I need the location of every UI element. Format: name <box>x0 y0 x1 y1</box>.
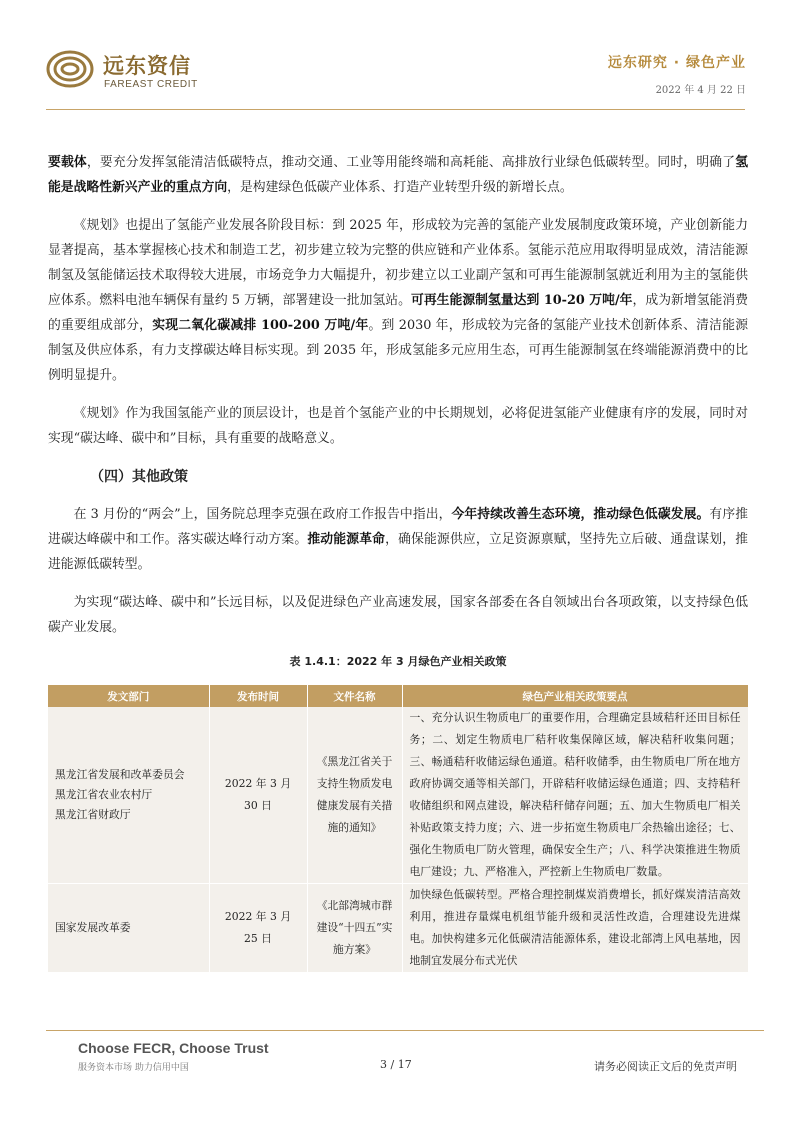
header-divider <box>46 109 745 110</box>
policy-table <box>48 685 748 973</box>
text-span: 。到 2030 年，形成较为完备的氢能产业技术创新体系、清洁能源制氢及供应体系，有力支撑碳达峰目标实现。到 2035 年，形成氢能多元应用生态，可再生能源制氢在终端能源消费中的比例明显提升。 <box>48 318 749 383</box>
section-heading-other-policies: （四）其他政策 <box>90 469 188 485</box>
page-header <box>0 0 793 110</box>
dept-name: 黑龙江省财政厅 <box>55 808 131 821</box>
cell-date: 2022 年 3 月 30 日 <box>209 707 307 884</box>
bold-text: 推动能源革命 <box>307 532 386 547</box>
dept-name: 黑龙江省农业农村厅 <box>55 788 153 801</box>
policy-table-wrapper <box>48 685 748 992</box>
cell-dept <box>48 884 209 973</box>
dept-name: 黑龙江省发展和改革委员会 <box>55 768 185 781</box>
paragraph-plan-significance: 《规划》作为我国氢能产业的顶层设计，也是首个氢能产业的中长期规划，必将促进氢能产业健康有序的发展，同时对实现“碳达峰、碳中和”目标，具有重要的战略意义。 <box>48 406 748 446</box>
bold-text: 今年持续改善生态环境，推动绿色低碳发展。 <box>451 507 710 522</box>
table-header-row <box>48 685 748 707</box>
column-header-file: 文件名称 <box>307 685 402 707</box>
text-span: 有序推进碳达峰碳中和工作。落实碳达峰行动方案。 <box>48 507 749 547</box>
text-span: ，要充分发挥氢能清洁低碳特点，推动交通、工业等用能终端和高耗能、高排放行业绿色低碳转型。同时，明确了 <box>86 155 736 170</box>
paragraph-hydrogen-carrier <box>48 150 748 200</box>
text-span: ，成为新增氢能消费的重要组成部分， <box>48 293 749 333</box>
table-row <box>48 707 748 884</box>
paragraph-two-sessions <box>48 502 748 577</box>
table-caption: 表 1.4.1：2022 年 3 月绿色产业相关政策 <box>289 655 507 668</box>
bold-text: 实现二氧化碳减排 100-200 万吨/年 <box>152 318 369 333</box>
column-header-points: 绿色产业相关政策要点 <box>402 685 748 707</box>
page-number: 3 / 17 <box>380 1058 412 1071</box>
text-span: ，是构建绿色低碳产业体系、打造产业转型升级的新增长点。 <box>227 180 573 195</box>
footer-slogan: Choose FECR, Choose Trust <box>78 1040 269 1056</box>
company-name-en: FAREAST CREDIT <box>104 79 198 90</box>
report-title: 远东研究 · 绿色产业 <box>607 55 746 71</box>
company-name-cn: 远东资信 <box>103 54 191 78</box>
cell-points: 加快绿色低碳转型。严格合理控制煤炭消费增长，抓好煤炭清洁高效利用，推进存量煤电机组节能升级和灵活性改造，合理建设先进煤电。加快构建多元化低碳清洁能源体系，建设北部湾上风电基地，因地制宜发展分布式光伏 <box>402 884 748 973</box>
bold-text: 可再生能源制氢量达到 10-20 万吨/年 <box>410 293 633 308</box>
cell-points: 一、充分认识生物质电厂的重要作用，合理确定县域秸秆还田目标任务；二、划定生物质电厂秸秆收集保障区域，解决秸秆收集问题；三、畅通秸秆收储运绿色通道。秸秆收储季，由生物质电厂所在地方政府协调交通等相关部门，开辟秸秆收储运绿色通道；四、支持秸秆收储组织和网点建设，解决秸秆储存问题；五、加大生物质电厂相关补贴政策支持力度；六、进一步拓宽生物质电厂余热输出途径；七、强化生物质电厂防火管理，确保安全生产；八、科学决策推进生物质电厂建设；九、严格准入，严控新上生物质电厂数量。 <box>402 707 748 884</box>
cell-file: 《黑龙江省关于支持生物质发电健康发展有关措施的通知》 <box>307 707 402 884</box>
paragraph-plan-targets <box>48 213 748 388</box>
bold-text: 氢能是战略性新兴产业的重点方向 <box>48 155 749 195</box>
text-span: ，确保能源供应，立足资源禀赋，坚持先立后破、通盘谋划，推进能源低碳转型。 <box>48 532 749 572</box>
dept-name: 国家发展改革委 <box>55 921 131 934</box>
footer-slogan-sub: 服务资本市场 助力信用中国 <box>78 1063 189 1073</box>
text-span: 《规划》也提出了氢能产业发展各阶段目标：到 2025 年，形成较为完善的氢能产业发展制度政策环境，产业创新能力显著提高，基本掌握核心技术和制造工艺，初步建立较为完整的供应链和产业体系。氢能示范应用取得明显成效，清洁能源制氢及氢能储运技术取得较大进展，市场竞争力大幅提升，初步建立以工业副产氢和可再生能源制氢就近利用为主的氢能供应体系。燃料电池车辆保有量约 5 万辆，部署建设一批加氢站。 <box>48 218 748 308</box>
column-header-date: 发布时间 <box>209 685 307 707</box>
text-span: 在 3 月份的“两会”上，国务院总理李克强在政府工作报告中指出， <box>73 507 452 522</box>
report-date: 2022 年 4 月 22 日 <box>655 85 746 96</box>
paragraph-ministry-policies: 为实现“碳达峰、碳中和”长远目标，以及促进绿色产业高速发展，国家各部委在各自领域出台各项政策，以支持绿色低碳产业发展。 <box>48 595 748 635</box>
column-header-dept: 发文部门 <box>48 685 209 707</box>
footer-divider <box>46 1030 764 1031</box>
cell-date: 2022 年 3 月 25 日 <box>209 884 307 973</box>
main-content <box>48 150 748 992</box>
fareast-logo-icon <box>46 49 94 89</box>
footer-disclaimer: 请务必阅读正文后的免责声明 <box>594 1060 737 1073</box>
bold-text: 要载体 <box>48 155 87 170</box>
cell-file: 《北部湾城市群建设“十四五”实施方案》 <box>307 884 402 973</box>
table-row <box>48 884 748 973</box>
cell-dept <box>48 707 209 884</box>
